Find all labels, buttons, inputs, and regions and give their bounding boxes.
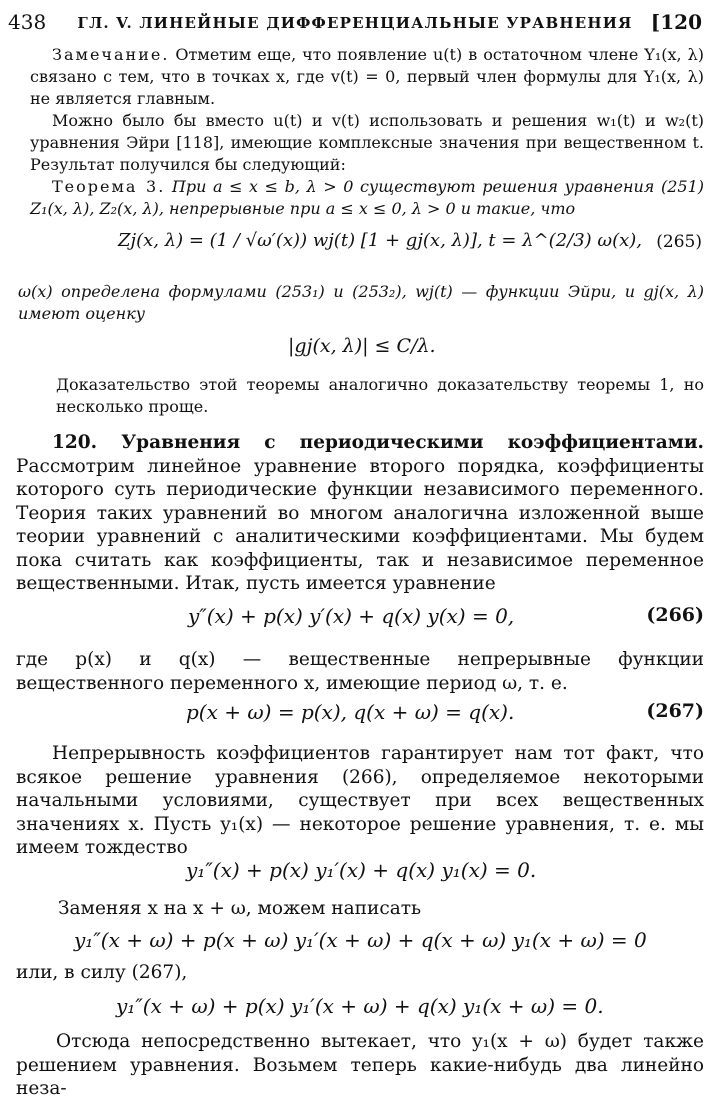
continuity-paragraph: Непрерывность коэффициентов гарантирует нам тот факт, что всякое решение уравнения (266), определяемое некоторыми начальными условиями, существует при всех вещественных значениях x. Пусть y₁(x) — некоторое решение уравнения, т. е. мы имеем тождество xyxy=(16,743,704,858)
page-number: 438 xyxy=(8,10,47,34)
replace-text: Заменяя x на x + ω, можем написать xyxy=(58,898,422,919)
estimate-formula: |gj(x, λ)| ≤ C/λ. xyxy=(288,335,436,357)
equation-265-number: (265) xyxy=(656,232,702,252)
equation-267: p(x + ω) = p(x), q(x + ω) = q(x). xyxy=(186,700,515,724)
section-intro: Рассмотрим линейное уравнение второго порядка, коэффициенты которого суть периодические функции независимого переменного. Теория таких уравнений во многом аналогична изложенной выше теории уравнений с аналитическими коэффициентами. Мы будем пока считать как коэффициенты, так и независимое переменное вещественными. Итак, пусть имеется уравнение xyxy=(16,455,704,594)
theorem-statement: При a ≤ x ≤ b, λ > 0 существуют решения уравнения (251) Z₁(x, λ), Z₂(x, λ), непрерывные при a ≤ x ≤ 0, λ > 0 и такие, что xyxy=(30,177,704,218)
identity-equation: y₁″(x) + p(x) y₁′(x) + q(x) y₁(x) = 0. xyxy=(186,858,537,882)
running-title: ГЛ. V. ЛИНЕЙНЫЕ ДИФФЕРЕНЦИАЛЬНЫЕ УРАВНЕНИЯ xyxy=(77,14,633,32)
conclusion-paragraph: Отсюда непосредственно вытекает, что y₁(x + ω) будет также решением уравнения. Возьмем теперь какие-нибудь два линейно неза- xyxy=(16,1031,704,1099)
section-marker: [120 xyxy=(650,10,702,34)
equation-267-number: (267) xyxy=(646,700,704,722)
theorem-word: Теорема 3. xyxy=(52,177,166,196)
shift-equation: y₁″(x + ω) + p(x + ω) y₁′(x + ω) + q(x + ω) y₁(x + ω) = 0 xyxy=(74,928,647,952)
or-by-text: или, в силу (267), xyxy=(16,962,188,983)
shift-equation-2: y₁″(x + ω) + p(x) y₁′(x + ω) + q(x) y₁(x + ω) = 0. xyxy=(116,994,604,1018)
remark-and-theorem-block xyxy=(30,44,704,220)
theorem-paragraph xyxy=(30,176,704,220)
proof-remark: Доказательство этой теоремы аналогично доказательству теоремы 1, но несколько проще. xyxy=(56,375,704,416)
after-266-text: где p(x) и q(x) — вещественные непрерывные функции вещественного переменного x, имеющие период ω, т. е. xyxy=(16,649,704,694)
remark-text: Отметим еще, что появление u(t) в остаточном члене Y₁(x, λ) связано с тем, что в точках x, где v(t) = 0, первый член формулы для Y₁(x, λ) не является главным. xyxy=(30,45,704,108)
equation-265: Zj(x, λ) = (1 / √ω′(x)) wj(t) [1 + gj(x, λ)], t = λ^(2/3) ω(x), xyxy=(118,230,643,251)
section-120-paragraph xyxy=(16,431,704,596)
remark-word: Замечание. xyxy=(52,45,170,64)
page-header xyxy=(8,10,702,40)
equation-266-number: (266) xyxy=(646,604,704,626)
section-120-intro xyxy=(16,431,704,596)
equation-266: y″(x) + p(x) y′(x) + q(x) y(x) = 0, xyxy=(188,604,515,628)
after-265-text: ω(x) определена формулами (253₁) и (253₂), wj(t) — функции Эйри, и gj(x, λ) имеют оценку xyxy=(18,282,704,323)
alt-solutions-paragraph: Можно было бы вместо u(t) и v(t) использовать и решения w₁(t) и w₂(t) уравнения Эйри [118], имеющие комплексные значения при вещественном t. Результат получился бы следующий: xyxy=(30,111,704,174)
remark-paragraph xyxy=(30,44,704,110)
section-title: 120. Уравнения с периодическими коэффициентами. xyxy=(52,432,704,453)
